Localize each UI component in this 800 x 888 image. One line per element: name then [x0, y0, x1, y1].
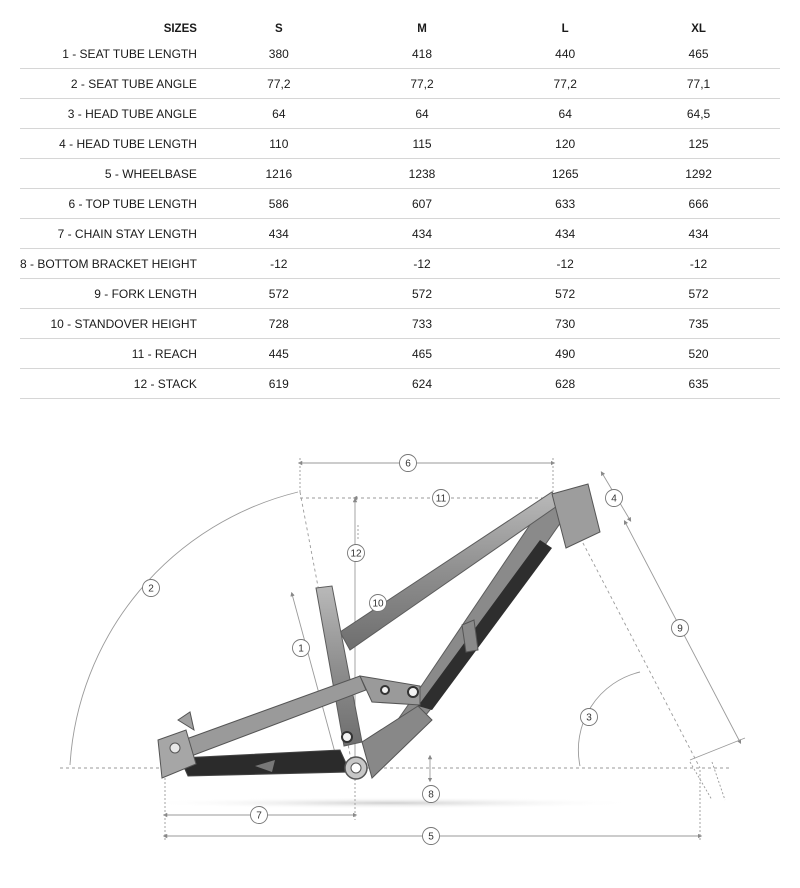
- row-value: 633: [513, 189, 617, 219]
- row-label: 12 - STACK: [20, 369, 227, 399]
- dimension-marker-label: 1: [298, 643, 304, 655]
- dimension-marker: [581, 709, 598, 726]
- table-row: [20, 159, 780, 189]
- dimension-marker-label: 5: [428, 831, 434, 843]
- row-value: 115: [331, 129, 514, 159]
- dimension-marker-label: 8: [428, 789, 434, 801]
- table-row: [20, 69, 780, 99]
- row-value: 380: [227, 40, 331, 69]
- dimension-marker: [423, 828, 440, 845]
- bike-frame: [158, 484, 600, 779]
- row-value: -12: [331, 249, 514, 279]
- dimension-marker-label: 7: [256, 810, 262, 822]
- row-value: -12: [513, 249, 617, 279]
- table-row: [20, 279, 780, 309]
- row-value: 572: [331, 279, 514, 309]
- row-label: 10 - STANDOVER HEIGHT: [20, 309, 227, 339]
- dimension-marker: [251, 807, 268, 824]
- row-value: 434: [331, 219, 514, 249]
- dimension-marker: [293, 640, 310, 657]
- row-value: 728: [227, 309, 331, 339]
- header-size-s: S: [274, 22, 283, 35]
- header-sizes: SIZES: [163, 22, 197, 35]
- table-row: [20, 129, 780, 159]
- table-row: [20, 369, 780, 399]
- row-label: 4 - HEAD TUBE LENGTH: [20, 129, 227, 159]
- dimension-marker: [433, 490, 450, 507]
- dimension-marker: [348, 545, 365, 562]
- row-value: 64,5: [617, 99, 780, 129]
- row-value: 666: [617, 189, 780, 219]
- row-value: 64: [513, 99, 617, 129]
- header-size-l: L: [561, 22, 569, 35]
- dimension-marker-label: 2: [148, 583, 154, 595]
- row-value: 607: [331, 189, 514, 219]
- diagram-markers: [143, 455, 689, 845]
- row-value: 64: [331, 99, 514, 129]
- row-value: 125: [617, 129, 780, 159]
- table-row: [20, 219, 780, 249]
- dimension-marker-label: 11: [435, 493, 447, 505]
- row-label: 3 - HEAD TUBE ANGLE: [20, 99, 227, 129]
- row-value: 434: [227, 219, 331, 249]
- row-value: 440: [513, 40, 617, 69]
- dimension-marker: [400, 455, 417, 472]
- row-value: 586: [227, 189, 331, 219]
- row-value: 1265: [513, 159, 617, 189]
- row-value: 730: [513, 309, 617, 339]
- row-value: 77,2: [227, 69, 331, 99]
- row-value: 77,2: [513, 69, 617, 99]
- row-label: 9 - FORK LENGTH: [20, 279, 227, 309]
- dimension-marker: [423, 786, 440, 803]
- row-value: 418: [331, 40, 514, 69]
- table-row: [20, 249, 780, 279]
- dimension-marker-label: 3: [586, 712, 592, 724]
- row-value: 445: [227, 339, 331, 369]
- table-header-row: [20, 17, 780, 40]
- row-value: 733: [331, 309, 514, 339]
- row-value: 64: [227, 99, 331, 129]
- frame-geometry-diagram: [0, 420, 800, 888]
- table-body: [20, 40, 780, 399]
- row-value: 465: [617, 40, 780, 69]
- row-value: 77,2: [331, 69, 514, 99]
- row-value: 520: [617, 339, 780, 369]
- dimension-marker: [143, 580, 160, 597]
- row-value: 110: [227, 129, 331, 159]
- row-value: 120: [513, 129, 617, 159]
- dimension-marker-label: 9: [677, 623, 683, 635]
- row-value: 434: [617, 219, 780, 249]
- row-value: 624: [331, 369, 514, 399]
- table-row: [20, 339, 780, 369]
- row-value: 1238: [331, 159, 514, 189]
- row-value: 572: [513, 279, 617, 309]
- dimension-marker-label: 4: [611, 493, 617, 505]
- header-size-m: M: [417, 22, 427, 35]
- row-value: 572: [227, 279, 331, 309]
- row-value: 1216: [227, 159, 331, 189]
- table-row: [20, 40, 780, 69]
- row-label: 2 - SEAT TUBE ANGLE: [20, 69, 227, 99]
- dimension-marker-label: 6: [405, 458, 411, 470]
- table-row: [20, 309, 780, 339]
- dimension-marker: [370, 595, 387, 612]
- row-value: -12: [617, 249, 780, 279]
- dimension-lines: [60, 458, 745, 840]
- row-value: 635: [617, 369, 780, 399]
- table-row: [20, 99, 780, 129]
- row-value: 77,1: [617, 69, 780, 99]
- row-value: -12: [227, 249, 331, 279]
- row-label: 1 - SEAT TUBE LENGTH: [20, 40, 227, 69]
- row-value: 735: [617, 309, 780, 339]
- row-label: 7 - CHAIN STAY LENGTH: [20, 219, 227, 249]
- row-value: 1292: [617, 159, 780, 189]
- row-label: 8 - BOTTOM BRACKET HEIGHT: [20, 249, 227, 279]
- row-value: 490: [513, 339, 617, 369]
- dimension-marker: [606, 490, 623, 507]
- dimension-marker-label: 12: [350, 548, 362, 560]
- geometry-table: [20, 17, 780, 399]
- row-value: 434: [513, 219, 617, 249]
- row-label: 6 - TOP TUBE LENGTH: [20, 189, 227, 219]
- dimension-marker: [672, 620, 689, 637]
- row-value: 628: [513, 369, 617, 399]
- ground-shadow: [140, 797, 640, 809]
- table-row: [20, 189, 780, 219]
- dimension-marker-label: 10: [372, 598, 384, 610]
- row-value: 619: [227, 369, 331, 399]
- row-value: 572: [617, 279, 780, 309]
- row-value: 465: [331, 339, 514, 369]
- row-label: 5 - WHEELBASE: [20, 159, 227, 189]
- row-label: 11 - REACH: [20, 339, 227, 369]
- header-size-xl: XL: [691, 22, 706, 35]
